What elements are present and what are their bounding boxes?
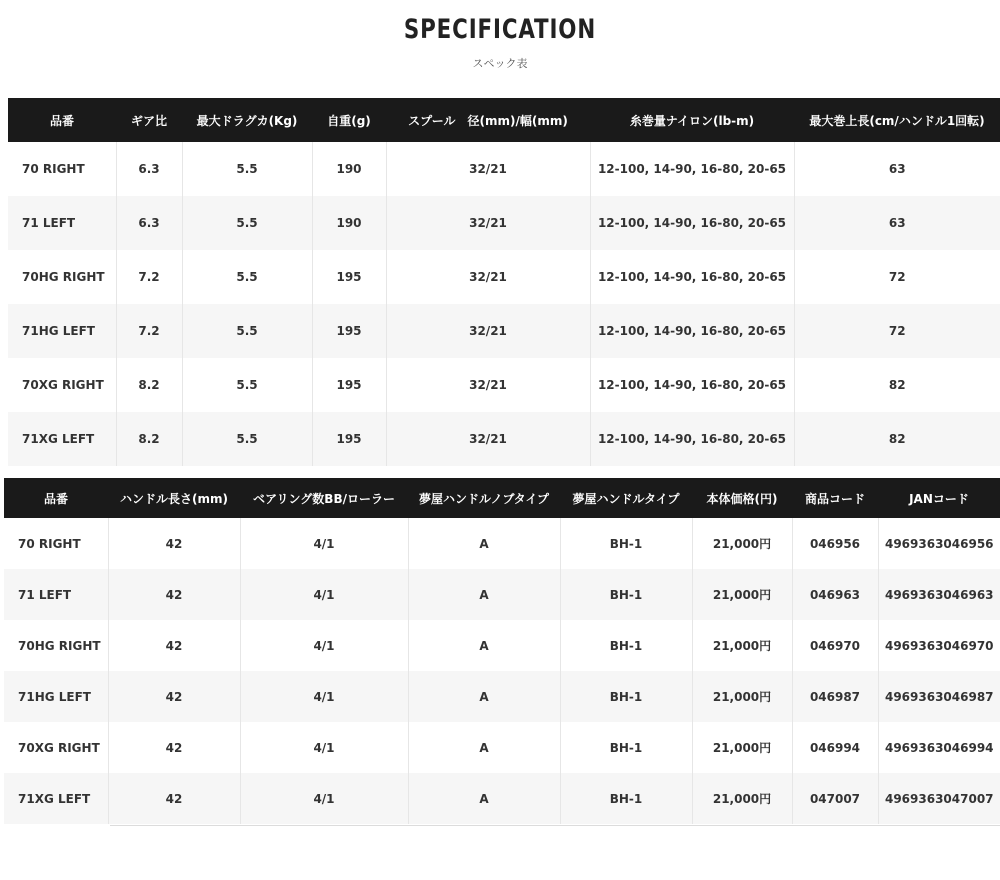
table-cell: 12-100, 14-90, 16-80, 20-65 — [590, 196, 794, 250]
table-cell: 21,000円 — [692, 671, 792, 722]
table-row — [4, 722, 1000, 773]
table-row — [8, 250, 1000, 304]
table-cell: 4969363046994 — [878, 722, 1000, 773]
header-cell: 品番 — [8, 98, 116, 142]
table-cell: 5.5 — [182, 142, 312, 196]
header-cell: 自重(g) — [312, 98, 386, 142]
table-cell: 32/21 — [386, 142, 590, 196]
table-cell: 42 — [108, 518, 240, 569]
table-cell: 195 — [312, 250, 386, 304]
table-cell: 4969363047007 — [878, 773, 1000, 824]
table-cell: 4/1 — [240, 620, 408, 671]
table-cell: 12-100, 14-90, 16-80, 20-65 — [590, 250, 794, 304]
table-cell: 190 — [312, 196, 386, 250]
header-cell: 品番 — [4, 478, 108, 518]
header-cell: 商品コード — [792, 478, 878, 518]
model-cell: 71 LEFT — [8, 196, 116, 250]
table-cell: 4969363046970 — [878, 620, 1000, 671]
header-cell: 最大巻上長(cm/ハンドル1回転) — [794, 98, 1000, 142]
table-row — [4, 518, 1000, 569]
table-cell: 82 — [794, 358, 1000, 412]
page-title: SPECIFICATION — [403, 14, 597, 45]
model-cell: 70 RIGHT — [8, 142, 116, 196]
table-cell: 8.2 — [116, 358, 182, 412]
table-cell: A — [408, 722, 560, 773]
table-cell: 72 — [794, 304, 1000, 358]
table-row — [4, 671, 1000, 722]
table-cell: 63 — [794, 142, 1000, 196]
table-row — [8, 142, 1000, 196]
table-cell: 4/1 — [240, 518, 408, 569]
table-cell: 32/21 — [386, 196, 590, 250]
table-cell: 32/21 — [386, 250, 590, 304]
table-cell: 12-100, 14-90, 16-80, 20-65 — [590, 358, 794, 412]
table-cell: A — [408, 773, 560, 824]
table-cell: 5.5 — [182, 250, 312, 304]
table-cell: 5.5 — [182, 358, 312, 412]
table-cell: 195 — [312, 358, 386, 412]
table-cell: 046994 — [792, 722, 878, 773]
table-cell: A — [408, 569, 560, 620]
table-cell: 4/1 — [240, 569, 408, 620]
table-cell: 21,000円 — [692, 569, 792, 620]
table-cell: 32/21 — [386, 412, 590, 466]
model-cell: 71XG LEFT — [8, 412, 116, 466]
table-cell: 6.3 — [116, 142, 182, 196]
table-cell: 4969363046963 — [878, 569, 1000, 620]
table-header-row — [4, 478, 1000, 518]
table-cell: BH-1 — [560, 773, 692, 824]
table-cell: 5.5 — [182, 412, 312, 466]
table-row — [8, 304, 1000, 358]
table-cell: 21,000円 — [692, 620, 792, 671]
header-cell: 夢屋ハンドルノブタイプ — [408, 478, 560, 518]
header-cell: JANコード — [878, 478, 1000, 518]
header-cell: 夢屋ハンドルタイプ — [560, 478, 692, 518]
table-row — [8, 196, 1000, 250]
table-cell: 82 — [794, 412, 1000, 466]
table-cell: 4/1 — [240, 722, 408, 773]
table-row — [4, 620, 1000, 671]
table-cell: 046956 — [792, 518, 878, 569]
model-cell: 70 RIGHT — [4, 518, 108, 569]
table-cell: 32/21 — [386, 304, 590, 358]
table-cell: 5.5 — [182, 304, 312, 358]
table-cell: 046963 — [792, 569, 878, 620]
table-cell: 5.5 — [182, 196, 312, 250]
table-cell: 6.3 — [116, 196, 182, 250]
table-row — [4, 773, 1000, 824]
header-cell: ギア比 — [116, 98, 182, 142]
table-cell: BH-1 — [560, 569, 692, 620]
table-cell: 42 — [108, 620, 240, 671]
table-cell: 32/21 — [386, 358, 590, 412]
table-cell: 42 — [108, 671, 240, 722]
table-cell: 7.2 — [116, 304, 182, 358]
table-header-row — [8, 98, 1000, 142]
model-cell: 71HG LEFT — [4, 671, 108, 722]
table-cell: A — [408, 671, 560, 722]
header-cell: 糸巻量ナイロン(lb-m) — [590, 98, 794, 142]
table-row — [8, 412, 1000, 466]
model-cell: 70HG RIGHT — [4, 620, 108, 671]
model-cell: 71XG LEFT — [4, 773, 108, 824]
header-cell: 本体価格(円) — [692, 478, 792, 518]
table-cell: 42 — [108, 569, 240, 620]
table-cell: 42 — [108, 773, 240, 824]
table-cell: 046970 — [792, 620, 878, 671]
header-cell: ベアリング数BB/ローラー — [240, 478, 408, 518]
table-cell: 047007 — [792, 773, 878, 824]
table-cell: 12-100, 14-90, 16-80, 20-65 — [590, 412, 794, 466]
table-cell: BH-1 — [560, 722, 692, 773]
table-cell: 12-100, 14-90, 16-80, 20-65 — [590, 142, 794, 196]
table-row — [8, 358, 1000, 412]
table-cell: 72 — [794, 250, 1000, 304]
table-cell: A — [408, 620, 560, 671]
table-cell: 63 — [794, 196, 1000, 250]
table-cell: 195 — [312, 304, 386, 358]
table-cell: 12-100, 14-90, 16-80, 20-65 — [590, 304, 794, 358]
table-cell: 4969363046987 — [878, 671, 1000, 722]
header-cell: ハンドル長さ(mm) — [108, 478, 240, 518]
table-cell: 8.2 — [116, 412, 182, 466]
table-cell: 21,000円 — [692, 722, 792, 773]
table-cell: 4/1 — [240, 773, 408, 824]
table-cell: BH-1 — [560, 671, 692, 722]
header-cell: スプール 径(mm)/幅(mm) — [386, 98, 590, 142]
table-cell: A — [408, 518, 560, 569]
table-cell: 195 — [312, 412, 386, 466]
model-cell: 71HG LEFT — [8, 304, 116, 358]
model-cell: 70HG RIGHT — [8, 250, 116, 304]
table-cell: 7.2 — [116, 250, 182, 304]
table-cell: 046987 — [792, 671, 878, 722]
table-cell: 42 — [108, 722, 240, 773]
spec-table-1 — [8, 98, 1000, 466]
header-cell: 最大ドラグカ(Kg) — [182, 98, 312, 142]
table-cell: 21,000円 — [692, 518, 792, 569]
table-cell: BH-1 — [560, 620, 692, 671]
model-cell: 71 LEFT — [4, 569, 108, 620]
model-cell: 70XG RIGHT — [4, 722, 108, 773]
page-subtitle: スペック表 — [472, 57, 528, 70]
spec-table-2 — [4, 478, 1000, 824]
table-cell: BH-1 — [560, 518, 692, 569]
table-row — [4, 569, 1000, 620]
table-cell: 21,000円 — [692, 773, 792, 824]
model-cell: 70XG RIGHT — [8, 358, 116, 412]
table-bottom-border — [110, 825, 1000, 826]
table-cell: 4969363046956 — [878, 518, 1000, 569]
table-cell: 190 — [312, 142, 386, 196]
table-cell: 4/1 — [240, 671, 408, 722]
